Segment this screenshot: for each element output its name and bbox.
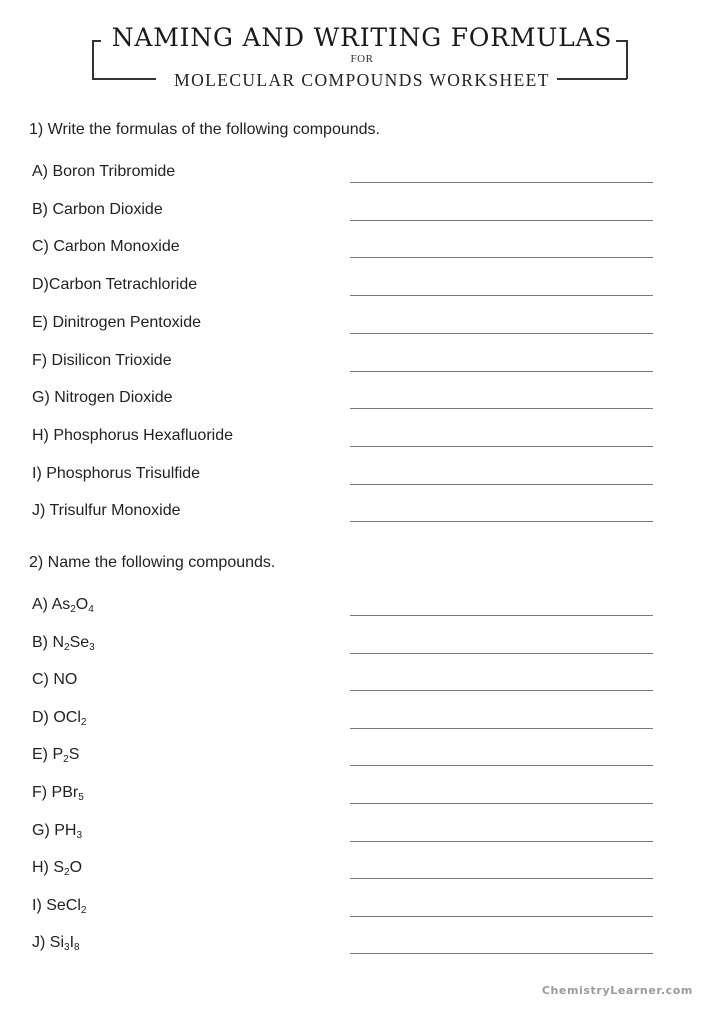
item-prefix: B) [32, 633, 53, 651]
chemical-formula: PBr$_5$ [51, 784, 84, 803]
question-label: G) Nitrogen Dioxide [32, 389, 173, 407]
answer-line[interactable] [350, 615, 653, 616]
bracket-left-vertical [92, 40, 94, 79]
chemical-formula: $P_2S$ [52, 746, 80, 766]
question-label: I) Phosphorus Trisulfide [32, 464, 201, 482]
answer-line[interactable] [350, 446, 653, 447]
answer-line[interactable] [350, 333, 653, 334]
question-label: J) Trisulfur Monoxide [32, 502, 181, 520]
chemical-formula: $PH_3$ [54, 821, 83, 841]
question-label: H) Phosphorus Hexafluoride [32, 426, 233, 444]
answer-line[interactable] [350, 728, 653, 729]
chemical-formula: $N_2Se_3$ [52, 633, 95, 653]
answer-line[interactable] [350, 484, 653, 485]
compound-label [32, 858, 82, 878]
answer-line[interactable] [350, 803, 653, 804]
compound-label [32, 745, 79, 765]
answer-line[interactable] [350, 371, 653, 372]
item-prefix: I) [32, 896, 47, 914]
question-label: E) Dinitrogen Pentoxide [32, 313, 201, 331]
section1-heading: 1) Write the formulas of the following compounds. [29, 121, 380, 138]
worksheet-header [0, 0, 724, 100]
item-prefix: G) [32, 821, 55, 839]
bracket-right-vertical [626, 40, 628, 79]
answer-line[interactable] [350, 220, 653, 221]
question-label: C) Carbon Monoxide [32, 238, 180, 256]
item-prefix: A) [32, 596, 52, 613]
source-watermark: ChemistryLearner.com [541, 984, 693, 997]
compound-label [32, 633, 95, 653]
answer-line[interactable] [350, 690, 653, 691]
question-label: A) Boron Tribromide [32, 163, 176, 180]
question-label: F) Disilicon Trioxide [32, 351, 172, 369]
worksheet-subtitle: MOLECULAR COMPOUNDS WORKSHEET [174, 70, 550, 90]
question-label: D)Carbon Tetrachloride [32, 276, 198, 294]
bracket-right-bottom [557, 78, 627, 80]
answer-line[interactable] [350, 257, 653, 258]
answer-line[interactable] [350, 521, 653, 522]
chemical-formula: $Si_3I_8$ [49, 934, 80, 954]
answer-line[interactable] [350, 653, 653, 654]
answer-line[interactable] [350, 765, 653, 766]
chemical-formula: $As_2O_4$ [51, 596, 94, 615]
chemical-formula: OCl$_2$ [53, 708, 87, 728]
title-connector: FOR [350, 53, 374, 65]
answer-line[interactable] [350, 916, 653, 917]
item-prefix: C) [32, 671, 54, 689]
item-prefix: F) [32, 784, 52, 801]
item-prefix: J) [32, 934, 50, 952]
answer-line[interactable] [350, 182, 653, 183]
bracket-left-bottom [92, 78, 156, 80]
answer-line[interactable] [350, 408, 653, 409]
item-prefix: H) [32, 859, 54, 877]
chemical-formula: SeCl$_2$ [46, 896, 87, 916]
item-prefix: D) [32, 708, 54, 726]
compound-label [32, 595, 94, 615]
worksheet-title: NAMING AND WRITING FORMULAS [111, 23, 613, 52]
compound-label [32, 821, 82, 841]
compound-label [32, 896, 86, 916]
section2-heading: 2) Name the following compounds. [29, 554, 276, 571]
bracket-left-top [92, 40, 101, 42]
chemical-formula: $S_2O$ [53, 859, 83, 879]
chemical-formula: NO [53, 671, 78, 689]
item-prefix: E) [32, 746, 53, 764]
bracket-right-top [616, 40, 627, 42]
compound-label [32, 783, 84, 803]
compound-label [32, 670, 77, 690]
compound-label [32, 708, 86, 728]
answer-line[interactable] [350, 295, 653, 296]
question-label: B) Carbon Dioxide [32, 200, 163, 218]
answer-line[interactable] [350, 953, 653, 954]
answer-line[interactable] [350, 878, 653, 879]
answer-line[interactable] [350, 841, 653, 842]
compound-label [32, 933, 80, 953]
